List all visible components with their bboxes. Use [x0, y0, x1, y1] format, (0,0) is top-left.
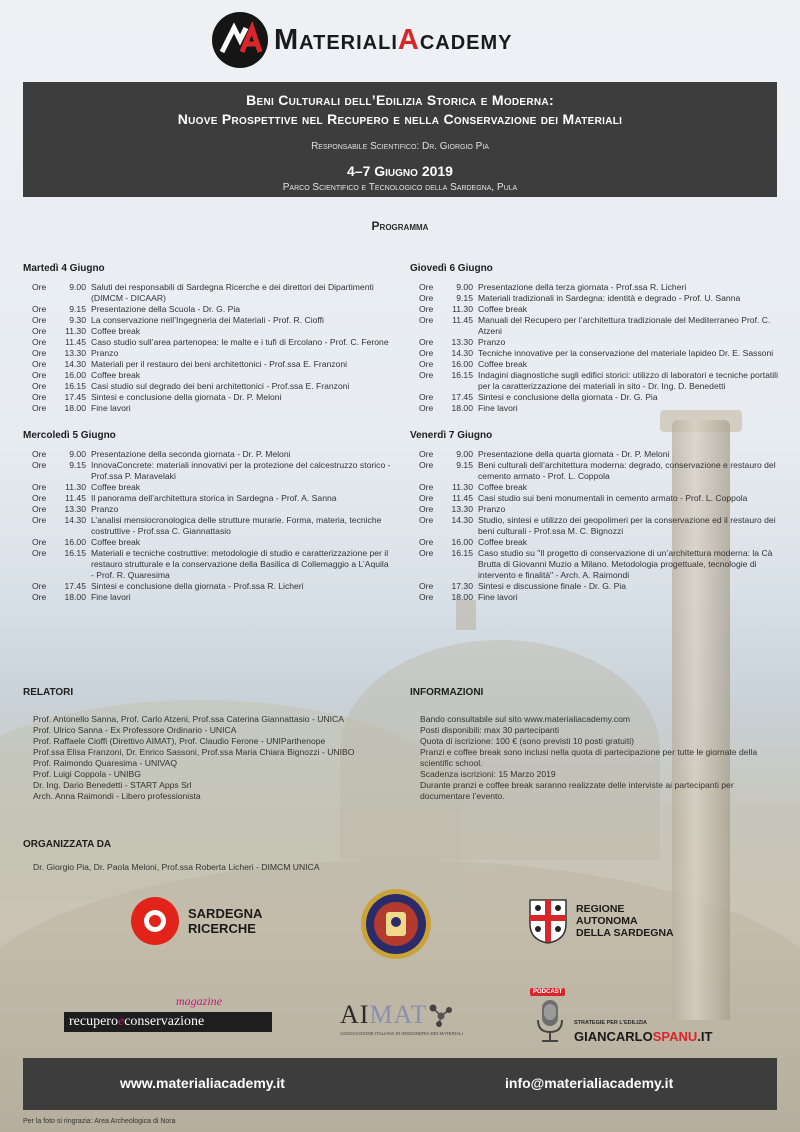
day-title: Mercoledì 5 Giugno: [23, 430, 116, 441]
program-item-text: Presentazione della seconda giornata - Dr. P. Meloni: [91, 449, 291, 459]
program-item-text: Sintesi e discussione finale - Dr. G. Pia: [478, 581, 627, 591]
program-item-time: 13.30: [64, 348, 86, 358]
logo-text: PODCAST: [530, 988, 565, 996]
day-title: Martedì 4 Giugno: [23, 263, 105, 274]
day-block: [23, 430, 393, 603]
title-box: [23, 82, 777, 197]
program-item-ore: Ore: [32, 337, 47, 347]
program-item-text: Coffee break: [91, 537, 141, 547]
logo-text: conservazione: [124, 1014, 205, 1029]
program-item-text: Sintesi e conclusione della giornata - Dr. G. Pia: [478, 392, 658, 402]
program-item-time: 18.00: [451, 403, 473, 413]
program-item-ore: Ore: [32, 504, 47, 514]
program-item-time: 18.00: [451, 592, 473, 602]
program-item-time: 16.00: [64, 537, 86, 547]
program-item: [410, 460, 780, 482]
program-item: [23, 537, 393, 548]
program-item-text: Saluti dei responsabili di Sardegna Ricerche e dei direttori dei Dipartimenti (DIMCM - DICAAR): [91, 282, 374, 303]
program-item-ore: Ore: [419, 315, 434, 325]
program-item-ore: Ore: [32, 403, 47, 413]
program-item: [410, 348, 780, 359]
program-item: [410, 337, 780, 348]
program-item-ore: Ore: [32, 304, 47, 314]
program-item: [23, 581, 393, 592]
program-item-time: 11.30: [452, 304, 473, 314]
program-item-text: Manuali del Recupero per l’architettura tradizionale del Mediterraneo Prof. C. Atzeni: [478, 315, 771, 336]
speakers-list: [33, 714, 403, 802]
day-items: [410, 449, 780, 603]
program-item-text: Materiali per il restauro dei beni architettonici - Prof.ssa E. Franzoni: [91, 359, 348, 369]
event-dates: 4–7 Giugno 2019: [347, 163, 453, 179]
text-line: Dr. Ing. Dario Benedetti - START Apps Srl: [33, 780, 192, 790]
regione-sardegna-logo: [528, 898, 674, 944]
logo-text: ASSOCIAZIONE ITALIANA DI INGEGNERIA DEI MATERIALI: [340, 1031, 463, 1036]
organizers-heading: ORGANIZZATA DA: [23, 839, 112, 850]
program-item-text: Sintesi e conclusione della giornata - Dr. P. Meloni: [91, 392, 282, 402]
program-item-text: Presentazione della Scuola - Dr. G. Pia: [91, 304, 241, 314]
program-item-ore: Ore: [419, 337, 434, 347]
photo-credit: Per la foto si ringrazia: Area Archeologica di Nora: [23, 1118, 176, 1125]
program-item: [23, 359, 393, 370]
program-item: [23, 304, 393, 315]
day-block: [410, 263, 780, 414]
program-item: [23, 493, 393, 504]
program-item-text: Presentazione della quarta giornata - Dr. P. Meloni: [478, 449, 670, 459]
text-line: Prof. Raffaele Cioffi (Direttivo AIMAT), Prof. Claudio Ferone - UNIParthenope: [33, 736, 326, 746]
program-item-ore: Ore: [419, 504, 434, 514]
program-item-text: Fine lavori: [91, 592, 131, 602]
program-item: [410, 592, 780, 603]
text-line: Durante pranzi e coffee break saranno realizzate delle interviste ai partecipanti per documentare l’evento.: [420, 780, 734, 801]
program-item-text: Il panorama dell’architettura storica in Sardegna - Prof. A. Sanna: [91, 493, 337, 503]
program-item: [23, 381, 393, 392]
program-item-text: Coffee break: [91, 326, 141, 336]
program-item-ore: Ore: [419, 592, 434, 602]
program-item-ore: Ore: [32, 326, 47, 336]
program-item: [410, 581, 780, 592]
program-item-time: 9.00: [69, 449, 86, 459]
program-item-ore: Ore: [419, 392, 434, 402]
program-item-time: 16.15: [64, 548, 86, 558]
program-item-text: Caso studio sull’area partenopea: le malte e i tufi di Ercolano - Prof. C. Ferone: [91, 337, 389, 347]
program-item-ore: Ore: [419, 403, 434, 413]
logo-text: recupero: [69, 1014, 118, 1029]
program-item-time: 9.30: [69, 315, 86, 325]
logo-text: MAT: [369, 1000, 428, 1029]
program-item-time: 17.45: [451, 392, 473, 402]
program-item-ore: Ore: [32, 482, 47, 492]
program-left-column: [23, 263, 393, 619]
program-item-text: Fine lavori: [91, 403, 131, 413]
text-line: Pranzi e coffee break sono inclusi nella quota di partecipazione per tutte le giornate della scientific school.: [420, 747, 758, 768]
program-item: [23, 392, 393, 403]
program-item-text: Coffee break: [478, 304, 528, 314]
logo-text: GIANCARLO: [574, 1029, 653, 1044]
day-title: Venerdì 7 Giugno: [410, 430, 493, 441]
text-line: Quota di iscrizione: 100 € (sono previsti 10 posti gratuiti): [420, 736, 634, 746]
program-item-ore: Ore: [32, 537, 47, 547]
program-item-text: Indagini diagnostiche sugli edifici storici: utilizzo di laboratori e tecniche portatili per la caratterizzazione dei materiali in sito - Dr. Ing. D. Benedetti: [478, 370, 778, 391]
program-item-ore: Ore: [32, 548, 47, 558]
program-item-time: 17.45: [64, 392, 86, 402]
program-item-ore: Ore: [32, 370, 47, 380]
program-item-text: Fine lavori: [478, 403, 518, 413]
logo-text: magazine: [176, 994, 222, 1008]
program-item: [410, 315, 780, 337]
program-item-ore: Ore: [419, 359, 434, 369]
program-item: [410, 515, 780, 537]
program-item-ore: Ore: [419, 460, 434, 470]
organizers-names: Dr. Giorgio Pia, Dr. Paola Meloni, Prof.ssa Roberta Licheri - DIMCM UNICA: [33, 862, 320, 872]
event-venue: Parco Scientifico e Tecnologico della Sardegna, Pula: [282, 182, 518, 193]
program-item-time: 14.30: [451, 515, 473, 525]
logo-text: SPANU: [652, 1029, 698, 1044]
program-item-time: 11.30: [65, 326, 86, 336]
program-item: [23, 504, 393, 515]
logo-text: DELLA SARDEGNA: [576, 927, 674, 939]
program-item-ore: Ore: [419, 293, 434, 303]
program-item-ore: Ore: [32, 315, 47, 325]
program-item: [410, 504, 780, 515]
program-item-text: Coffee break: [91, 482, 141, 492]
program-item-time: 16.15: [451, 548, 473, 558]
program-item-text: Presentazione della terza giornata - Prof.ssa R. Licheri: [478, 282, 687, 292]
program-item: [410, 282, 780, 293]
program-item-text: Coffee break: [478, 537, 528, 547]
program-item-time: 16.15: [451, 370, 473, 380]
program-item: [23, 548, 393, 581]
program-item-ore: Ore: [32, 460, 47, 470]
day-title: Giovedì 6 Giugno: [410, 263, 493, 274]
program-item-time: 9.00: [69, 282, 86, 292]
program-item: [410, 493, 780, 504]
program-item: [410, 370, 780, 392]
logo-text: REGIONE: [576, 903, 625, 915]
program-item-ore: Ore: [32, 592, 47, 602]
program-item-text: Casi studio sui beni monumentali in cemento armato - Prof. L. Coppola: [478, 493, 748, 503]
scientific-responsible: Responsabile Scientifico: Dr. Giorgio Pia: [311, 141, 489, 152]
program-item-time: 11.45: [65, 337, 86, 347]
text-line: Scadenza iscrizioni: 15 Marzo 2019: [420, 769, 556, 779]
program-item-time: 14.30: [64, 359, 86, 369]
program-item-text: Pranzo: [91, 504, 119, 514]
program-item-ore: Ore: [419, 449, 434, 459]
program-item: [23, 482, 393, 493]
program-item: [410, 293, 780, 304]
text-line: Prof. Raimondo Quaresima - UNIVAQ: [33, 758, 178, 768]
program-item-text: Pranzo: [91, 348, 119, 358]
event-title-line1: Beni Culturali dell’Edilizia Storica e Moderna:: [246, 92, 554, 108]
program-item-time: 11.30: [452, 482, 473, 492]
program-item-time: 9.00: [456, 282, 473, 292]
day-items: [23, 449, 393, 603]
program-item: [410, 359, 780, 370]
program-item-time: 9.00: [456, 449, 473, 459]
text-line: Bando consultabile sul sito www.materialiacademy.com: [420, 714, 631, 724]
program-item-ore: Ore: [419, 304, 434, 314]
info-list: [420, 714, 780, 802]
website-link[interactable]: www.materialiacademy.it: [120, 1075, 285, 1091]
logo-text: .IT: [697, 1029, 713, 1044]
program-item-text: Coffee break: [91, 370, 141, 380]
program-item-text: La conservazione nell’Ingegneria dei Materiali - Prof. R. Cioffi: [91, 315, 324, 325]
program-item: [410, 482, 780, 493]
program-item-ore: Ore: [32, 392, 47, 402]
program-item-ore: Ore: [32, 282, 47, 292]
program-item-time: 11.45: [452, 493, 473, 503]
program-item-ore: Ore: [32, 493, 47, 503]
program-item: [23, 592, 393, 603]
molecule-icon: [427, 1002, 453, 1028]
program-item-text: Materiali tradizionali in Sardegna: identità e degrado - Prof. U. Sanna: [478, 293, 741, 303]
day-block: [23, 263, 393, 414]
program-item-time: 13.30: [64, 504, 86, 514]
program-item: [410, 392, 780, 403]
program-item-text: Coffee break: [478, 482, 528, 492]
day-block: [410, 430, 780, 603]
program-item: [23, 403, 393, 414]
program-item-time: 9.15: [69, 460, 86, 470]
program-item-text: Pranzo: [478, 337, 506, 347]
program-item-text: Tecniche innovative per la conservazione del materiale lapideo Dr. E. Sassoni: [478, 348, 774, 358]
program-item: [23, 326, 393, 337]
program-item-time: 16.15: [64, 381, 86, 391]
program-item-ore: Ore: [32, 359, 47, 369]
program-item-time: 14.30: [451, 348, 473, 358]
program-item-ore: Ore: [419, 493, 434, 503]
program-item-time: 11.45: [452, 315, 473, 325]
program-item: [410, 548, 780, 581]
microphone-icon: [530, 998, 570, 1044]
logo-text: e: [117, 1014, 125, 1029]
program-item-ore: Ore: [419, 370, 434, 380]
program-item-text: L’analisi mensiocronologica delle strutture murarie. Forma, materia, tecniche costruttive - Prof.ssa C. Giannattasio: [91, 515, 382, 536]
program-item-text: Beni culturali dell’architettura moderna: degrado, conservazione e restauro del cemento armato - Prof. L. Coppola: [478, 460, 776, 481]
program-heading: Programma: [371, 219, 429, 233]
program-item-text: Studio, sintesi e utilizzo dei geopolimeri per la conservazione ed il restauro dei beni culturali - Prof.ssa M. C. Bignozzi: [478, 515, 776, 536]
day-items: [23, 282, 393, 414]
materialiacademy-logo: [212, 12, 513, 68]
text-line: Prof.ssa Elisa Franzoni, Dr. Enrico Sassoni, Prof.ssa Maria Chiara Bignozzi - UNIBO: [33, 747, 355, 757]
email-link[interactable]: info@materialiacademy.it: [505, 1075, 674, 1091]
program-item-time: 18.00: [64, 403, 86, 413]
program-item-text: Caso studio su "Il progetto di conservazione di un’architettura moderna: la Cà Brutta di Giovanni Muzio a Milano. Metodologia progettuale, tecnologie di intervento e finalità" - Arch. A. Raimondi: [478, 548, 773, 580]
text-line: Arch. Anna Raimondi - Libero professionista: [33, 791, 201, 801]
text-line: Posti disponibili: max 30 partecipanti: [420, 725, 560, 735]
program-item-time: 18.00: [64, 592, 86, 602]
program-item: [23, 282, 393, 304]
program-item-ore: Ore: [419, 282, 434, 292]
program-item-text: Coffee break: [478, 359, 528, 369]
speakers-heading: RELATORI: [23, 687, 74, 698]
program-item: [23, 337, 393, 348]
program-item-ore: Ore: [419, 581, 434, 591]
ma-logo-icon: [212, 12, 268, 68]
program-item-text: Fine lavori: [478, 592, 518, 602]
info-heading: INFORMAZIONI: [410, 687, 484, 698]
program-item-ore: Ore: [419, 515, 434, 525]
program-item-time: 11.30: [65, 482, 86, 492]
program-item-time: 9.15: [456, 293, 473, 303]
program-item: [23, 315, 393, 326]
program-item-text: InnovaConcrete: materiali innovativi per la protezione del calcestruzzo storico - Prof.ssa P. Maravelaki: [91, 460, 391, 481]
event-title-line2: Nuove Prospettive nel Recupero e nella Conservazione dei Materiali: [177, 111, 623, 127]
program-item: [23, 348, 393, 359]
program-item: [23, 370, 393, 381]
program-item: [410, 403, 780, 414]
text-line: Prof. Ulrico Sanna - Ex Professore Ordinario - UNICA: [33, 725, 237, 735]
program-item: [23, 460, 393, 482]
program-item-time: 9.15: [69, 304, 86, 314]
logo-text: RICERCHE: [188, 921, 256, 936]
program-item-time: 17.30: [451, 581, 473, 591]
sardegna-ricerche-sun-icon: [130, 896, 180, 946]
logo-text: AUTONOMA: [576, 915, 638, 927]
program-item: [410, 449, 780, 460]
program-item: [410, 304, 780, 315]
logo-text: SARDEGNA: [188, 906, 263, 921]
program-item-time: 16.00: [451, 537, 473, 547]
program-right-column: [410, 263, 780, 619]
program-item-ore: Ore: [419, 548, 434, 558]
program-item-ore: Ore: [32, 348, 47, 358]
program-item-text: Materiali e tecniche costruttive: metodologie di studio e caratterizzazione per il restauro strutturale e la conservazione della Basilica di Collemaggio a L’Aquila - Prof. R. Quaresima: [91, 548, 389, 580]
logo-text: STRATEGIE PER L’EDILIZIA: [574, 1020, 647, 1026]
giancarlospanu-logo: [530, 988, 712, 1044]
program-item-time: 14.30: [64, 515, 86, 525]
brand-name: MaterialiAcademy: [274, 23, 513, 56]
program-item-time: 11.45: [65, 493, 86, 503]
program-item-time: 17.45: [64, 581, 86, 591]
logo-text: AI: [340, 1000, 370, 1029]
university-seal-icon: [360, 888, 432, 960]
program-item-time: 16.00: [451, 359, 473, 369]
regione-sardegna-shield-icon: [528, 898, 568, 944]
program-item-text: Sintesi e conclusione della giornata - Prof.ssa R. Licheri: [91, 581, 304, 591]
program-item-ore: Ore: [419, 348, 434, 358]
program-item-time: 13.30: [451, 337, 473, 347]
program-item-ore: Ore: [419, 537, 434, 547]
program-item-ore: Ore: [32, 449, 47, 459]
program-item-ore: Ore: [32, 381, 47, 391]
program-item-ore: Ore: [32, 581, 47, 591]
day-items: [410, 282, 780, 414]
program-item-time: 9.15: [456, 460, 473, 470]
program-item-text: Casi studio sul degrado dei beni architettonici - Prof.ssa E. Franzoni: [91, 381, 350, 391]
program-item-time: 16.00: [64, 370, 86, 380]
program-item-time: 13.30: [451, 504, 473, 514]
program-item-ore: Ore: [419, 482, 434, 492]
program-item: [410, 537, 780, 548]
university-seal-logo: [360, 888, 432, 965]
program-item: [23, 449, 393, 460]
program-item: [23, 515, 393, 537]
text-line: Prof. Antonello Sanna, Prof. Carlo Atzeni, Prof.ssa Caterina Giannattasio - UNICA: [33, 714, 344, 724]
footer-bar: [23, 1058, 777, 1110]
text-line: Prof. Luigi Coppola - UNIBG: [33, 769, 141, 779]
program-item-ore: Ore: [32, 515, 47, 525]
aimat-logo: [340, 1000, 463, 1036]
sardegna-ricerche-logo: [130, 896, 262, 946]
program-item-text: Pranzo: [478, 504, 506, 514]
